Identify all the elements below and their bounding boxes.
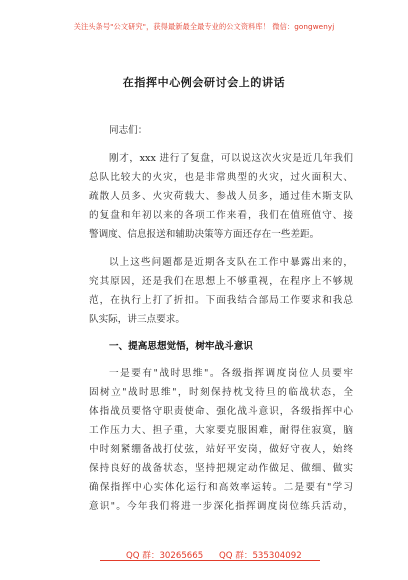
- body-line: 总队比较大的火灾，也是非常典型的火灾，过火面积大、: [89, 172, 353, 183]
- body-line: 一是要有"战时思维"。各级指挥调度岗位人员要牢: [109, 368, 353, 379]
- body-line: 意识"。今年我们将进一步深化指挥调度岗位练兵活动，: [89, 501, 353, 512]
- body-line: 刚才，xxx 进行了复盘，可以说这次火灾是近几年我们: [109, 153, 353, 164]
- body-line: 工作压力大、担子重，大家要克服困难，耐得住寂寞，脑: [89, 425, 353, 436]
- body-line: 保持良好的战备状态，坚持把规定动作做足、做细、做实: [89, 463, 353, 474]
- body-line: 确保指挥中心实体化运行和高效率运转。二是要有"学习: [89, 482, 353, 493]
- body-line: 体指战员要恪守职责使命、强化战斗意识，各级指挥中心: [89, 406, 353, 417]
- footer-divider: [100, 560, 320, 561]
- body-line: 中时刻紧绷备战打仗弦，站好平安岗，做好守夜人，始终: [89, 444, 353, 455]
- body-line: 究其原因，还是我们在思想上不够重视，在程序上不够规: [89, 276, 353, 287]
- header-banner: 关注头条号"公文研究"，获得最新最全最专业的公文资料库！ 微信：gongwenyj: [73, 22, 335, 31]
- body-line: 范，在执行上打了折扣。下面我结合部局工作要求和我总: [89, 295, 353, 306]
- footer-qq-group-2: QQ 群：535304092: [219, 551, 302, 561]
- body-line: 以上这些问题都是近期各支队在工作中暴露出来的，: [109, 257, 353, 268]
- document-title: 在指挥中心例会研讨会上的讲话: [122, 76, 286, 89]
- body-line: 的复盘和年初以来的各项工作来看，我们在值班值守、接: [89, 210, 353, 221]
- body-line: 警调度、信息报送和辅助决策等方面还存在一些差距。: [89, 229, 320, 240]
- salutation-line: 同志们：: [109, 125, 148, 136]
- body-line: 队实际，讲三点要求。: [89, 314, 185, 325]
- body-line: 固树立"战时思维"，时刻保持枕戈待旦的临战状态，全: [89, 387, 353, 398]
- section-heading: 一、提高思想觉悟，树牢战斗意识: [109, 341, 253, 352]
- body-line: 疏散人员多、火灾荷载大、参战人员多，通过佳木斯支队: [89, 191, 353, 202]
- footer-qq-group-1: QQ 群：30265665: [126, 551, 204, 561]
